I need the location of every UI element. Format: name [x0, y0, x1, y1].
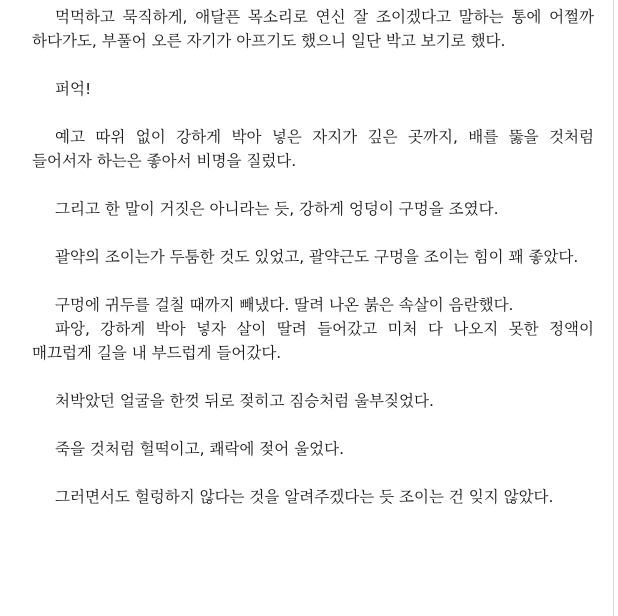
paragraph: 그리고 한 말이 거짓은 아니라는 듯, 강하게 엉덩이 구멍을 조였다. [55, 200, 499, 218]
paragraph: 괄약의 조이는가 두툼한 것도 있었고, 괄약근도 구멍을 조이는 힘이 꽤 좋았다. [55, 248, 579, 266]
paragraph: 구멍에 귀두를 걸칠 때까지 빼냈다. 딸려 나온 붉은 속살이 음란했다. [55, 296, 514, 314]
paragraph: 그러면서도 헐렁하지 않다는 것을 알려주겠다는 듯 조이는 건 잊지 않았다. [55, 488, 554, 506]
paragraph: 먹먹하고 묵직하게, 애달픈 목소리로 연신 잘 조이겠다고 말하는 통에 어쩔까 하다가도, 부풀어 오른 자기가 아프기도 했으니 일단 박고 보기로 했다. [32, 8, 594, 50]
paragraph: 예고 따위 없이 강하게 박아 넣은 자지가 깊은 곳까지, 배를 뚫을 것처럼 들어서자 하는은 좋아서 비명을 질렀다. [32, 128, 594, 170]
paragraph: 죽을 것처럼 헐떡이고, 쾌락에 젖어 울었다. [55, 440, 345, 458]
paragraph: 퍼억! [55, 80, 92, 98]
paragraph: 파앙, 강하게 박아 넣자 살이 딸려 들어갔고 미처 다 나오지 못한 정액이 매끄럽게 길을 내 부드럽게 들어갔다. [32, 320, 594, 362]
paragraph: 처박았던 얼굴을 한껏 뒤로 젖히고 짐승처럼 울부짖었다. [55, 392, 434, 410]
document-body [32, 5, 594, 533]
page-edge-rule [613, 0, 614, 616]
